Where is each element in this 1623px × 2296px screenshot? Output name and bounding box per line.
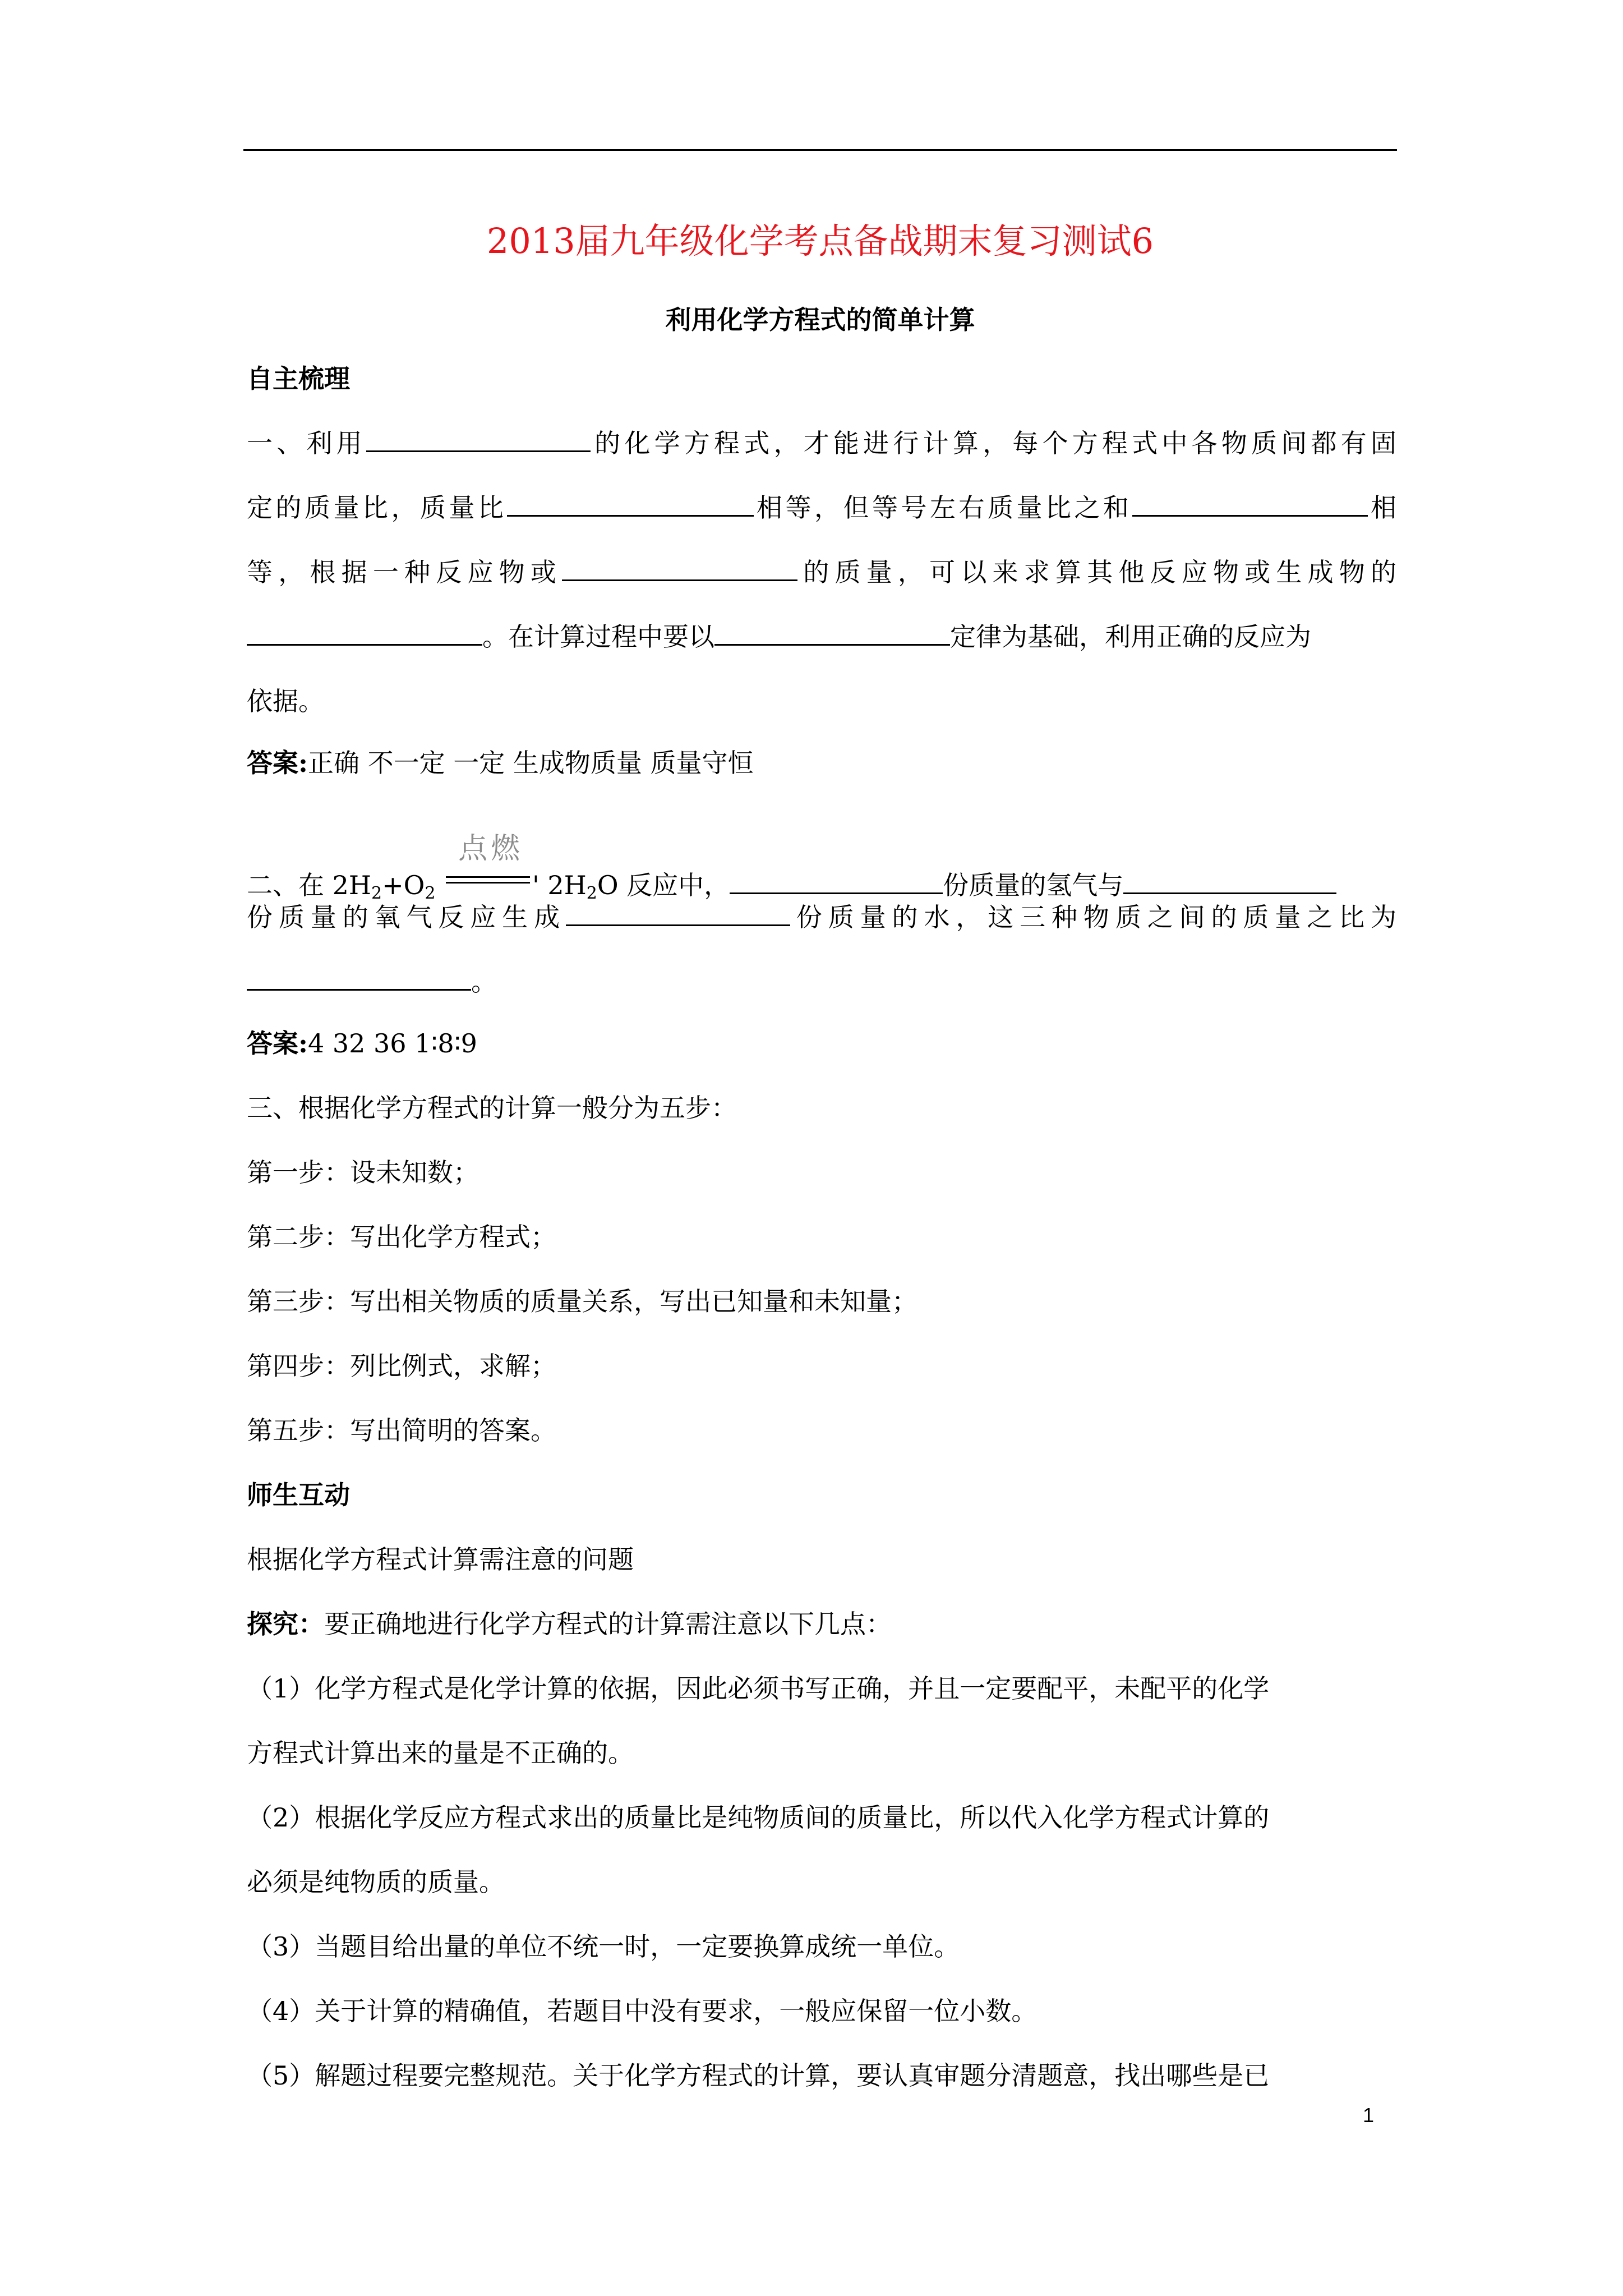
page-subtitle: 利用化学方程式的简单计算 [665, 305, 975, 335]
blank-7 [730, 871, 943, 894]
blank-5 [247, 623, 482, 646]
step-3: 第三步：写出相关物质的质量关系，写出已知量和未知量； [247, 1286, 917, 1317]
reaction-condition-equals [446, 832, 530, 898]
explore-line: 探究：要正确地进行化学方程式的计算需注意以下几点： [247, 1609, 892, 1639]
step-4: 第四步：列比例式，求解； [247, 1351, 556, 1381]
q3-intro: 三、根据化学方程式的计算一般分为五步： [247, 1093, 737, 1123]
point-3: （3）当题目给出量的单位不统一时，一定要换算成统一单位。 [247, 1931, 960, 1962]
section-heading-self-study: 自主梳理 [247, 364, 350, 394]
point-5: （5）解题过程要完整规范。关于化学方程式的计算，要认真审题分清题意，找出哪些是已 [247, 2060, 1270, 2091]
blank-8 [1123, 871, 1336, 894]
blank-6 [714, 623, 950, 646]
answer-2: 答案:4 32 36 1∶8∶9 [247, 1028, 477, 1059]
blank-9 [566, 903, 790, 926]
page-title: 2013届九年级化学考点备战期末复习测试6 [486, 220, 1154, 261]
blank-3 [1132, 494, 1368, 517]
point-1-line-1: （1）化学方程式是化学计算的依据，因此必须书写正确，并且一定要配平，未配平的化学 [247, 1673, 1270, 1704]
point-2-line-2: 必须是纯物质的质量。 [247, 1867, 505, 1897]
point-4: （4）关于计算的精确值，若题目中没有要求，一般应保留一位小数。 [247, 1996, 1038, 2026]
step-1: 第一步：设未知数； [247, 1157, 479, 1188]
q1-line-5: 依据。 [247, 686, 324, 716]
q1-line-3: 等，根据一种反应物或 的质量，可以来求算其他反应物或生成物的 [247, 557, 1397, 587]
q2-line-2: 份质量的氧气反应生成 份质量的水，这三种物质之间的质量之比为 [247, 902, 1397, 932]
q1-line-2: 定的质量比，质量比 相等，但等号左右质量比之和 相 [247, 493, 1396, 523]
step-2: 第二步：写出化学方程式； [247, 1222, 556, 1252]
q1-line-1: 一、利用 的化学方程式，才能进行计算，每个方程式中各物质间都有固 [247, 428, 1397, 458]
q1-line-4: 。在计算过程中要以 定律为基础，利用正确的反应为 [247, 617, 1396, 656]
blank-10 [247, 968, 471, 991]
blank-4 [562, 558, 797, 581]
blank-1 [366, 429, 591, 452]
step-5: 第五步：写出简明的答案。 [247, 1415, 556, 1446]
reaction-condition-label: 点燃 [458, 832, 524, 866]
topic-line: 根据化学方程式计算需注意的问题 [247, 1544, 634, 1575]
point-1-line-2: 方程式计算出来的量是不正确的。 [247, 1738, 634, 1768]
header-rule [243, 149, 1397, 151]
answer-1: 答案:正确 不一定 一定 生成物质量 质量守恒 [247, 748, 754, 778]
page-number: 1 [1363, 2104, 1375, 2127]
section-heading-interaction: 师生互动 [247, 1480, 350, 1510]
q2-line-1: 二、在 $2H_2+O_2$ 点燃 ' $2H_2O$ 反应中， 份质量的氢气与 [247, 864, 1396, 905]
point-2-line-1: （2）根据化学反应方程式求出的质量比是纯物质间的质量比，所以代入化学方程式计算的 [247, 1802, 1270, 1833]
blank-2 [507, 494, 754, 517]
q2-line-3: 。 [247, 962, 1396, 1001]
